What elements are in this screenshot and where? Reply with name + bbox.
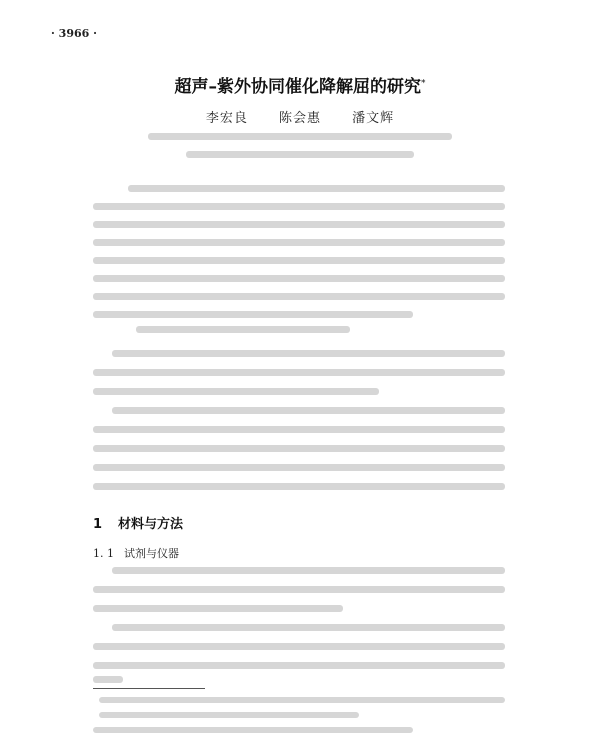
- subsection-number: 1. 1: [93, 547, 114, 560]
- section-title: 材料与方法: [118, 517, 184, 532]
- abstract-line: [93, 239, 505, 246]
- footnote-divider: [93, 688, 205, 689]
- author-3: 潘文辉: [352, 111, 395, 126]
- abstract-line: [93, 293, 505, 300]
- author-2: 陈会惠: [278, 111, 321, 126]
- body-line: [112, 350, 505, 357]
- body-line: [93, 464, 505, 471]
- body-line: [93, 426, 505, 433]
- body-line: [93, 586, 505, 593]
- abstract-line: [93, 203, 505, 210]
- author-list: [0, 107, 600, 126]
- author-1: 李宏良: [205, 111, 248, 126]
- body-line: [93, 388, 379, 395]
- subsection-title: 试剂与仪器: [124, 547, 179, 560]
- footnote-line: [93, 727, 413, 733]
- abstract-line: [93, 221, 505, 228]
- abstract-line: [93, 311, 413, 318]
- body-line: [112, 567, 505, 574]
- body-line: [112, 624, 505, 631]
- body-line: [93, 483, 505, 490]
- section-heading-materials: [93, 513, 199, 532]
- abstract-line: [93, 275, 505, 282]
- body-line: [93, 445, 505, 452]
- paper-title: [0, 72, 600, 97]
- footnote-line: [99, 712, 359, 718]
- affiliation-line: [148, 133, 452, 140]
- title-footnote-mark: *: [421, 78, 426, 89]
- affiliation-line: [186, 151, 414, 158]
- body-line: [93, 676, 123, 683]
- footnote-line: [99, 697, 505, 703]
- keywords-line: [136, 326, 350, 333]
- subsection-heading-reagents: [93, 545, 189, 561]
- body-line: [93, 643, 505, 650]
- paper-title-text: 超声–紫外协同催化降解屈的研究: [174, 77, 421, 97]
- page-number: · 3966 ·: [51, 27, 97, 40]
- body-line: [93, 605, 343, 612]
- section-number: 1: [93, 517, 103, 532]
- body-line: [112, 407, 505, 414]
- body-line: [93, 662, 505, 669]
- body-line: [93, 369, 505, 376]
- abstract-line: [128, 185, 505, 192]
- abstract-line: [93, 257, 505, 264]
